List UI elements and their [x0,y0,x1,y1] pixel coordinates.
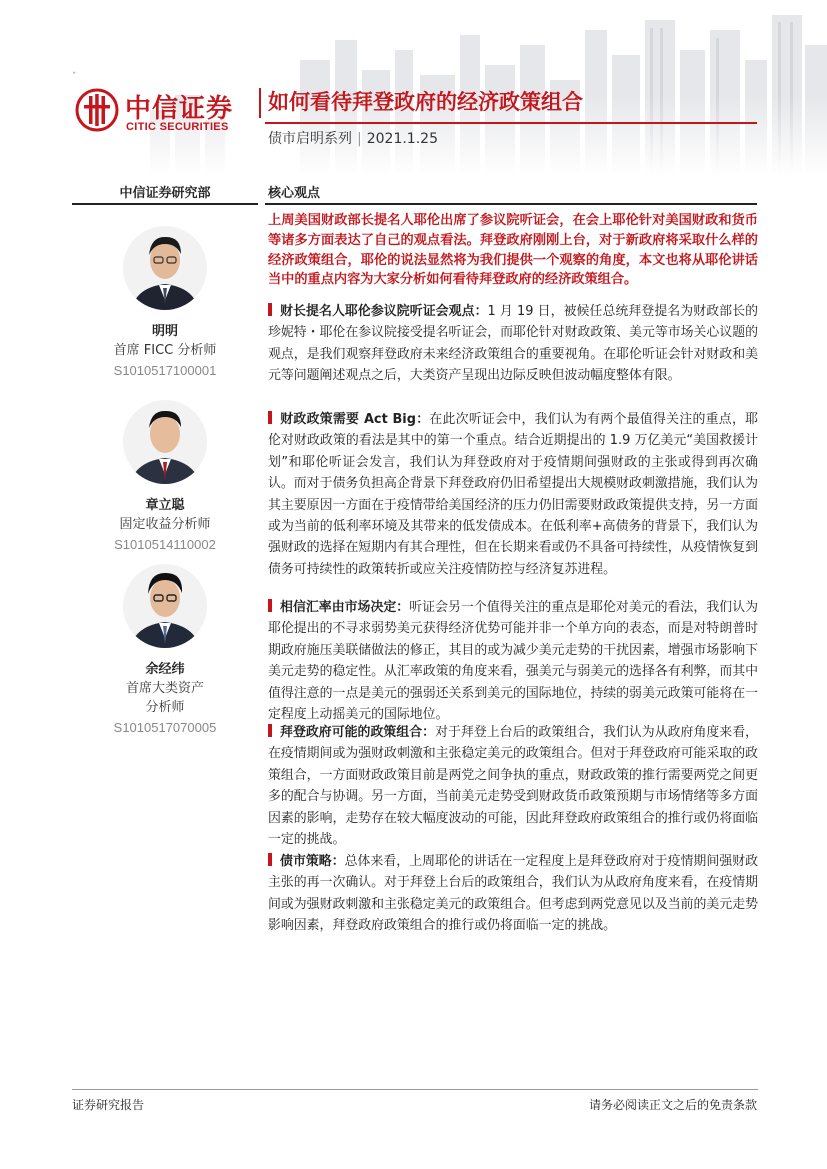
report-title: 如何看待拜登政府的经济政策组合 [268,90,583,114]
logo-chinese-name: 中信证券 [125,94,234,124]
bullet-marker [268,411,272,424]
analyst-role: 固定收益分析师 [119,517,211,532]
report-date: 2021.1.25 [366,131,438,147]
summary-paragraph: 上周美国财政部长提名人耶伦出席了参议院听证会，在会上耶伦针对美国财政和货币等诸多方面表达了自己的观点看法。拜登政府刚刚上台，对于新政府将采取什么样的经济政策组合，耶伦的说法显然将为我们提供一个观察的角度，本文也将从耶伦讲话当中的重点内容为大家分析如何看待拜登政府的经济政策组合。 [268,213,758,288]
key-point [268,301,758,387]
citic-logo [75,88,255,136]
analyst-name: 余经纬 [145,662,185,677]
title-rule [265,122,757,124]
analyst-license: S1010517100001 [113,363,217,378]
analyst-card [72,222,258,378]
analyst-card [72,560,258,735]
analyst-name: 明明 [151,324,178,339]
footer-report-type: 证券研究报告 [72,1098,145,1112]
analyst-license: S1010514110002 [114,537,216,552]
key-point-body: 在此次听证会中，我们认为有两个最值得关注的重点，耶伦对财政政策的看法是其中的第一个重点。结合近期提出的 1.9 万亿美元“美国救援计划”和耶伦听证会发言，我们认为拜登政府对于疫情期间强财政的主张或得到再次确认。而对于债务负担高企背景下拜登政府仍旧希望提出大规模财政刺激措施，我们认为其主要原因一方面在于疫情带给美国经济的压力仍旧需要财政政策提供支持，另一方面或为当前的低利率环境及其带来的低发债成本。在低利率+高债务的背景下，我们认为强财政的选择在短期内有其合理性，但在长期来看或仍不具备可持续性，从疫情恢复到债务可持续性的政策转折或应关注疫情防控与经济复苏进程。 [268,412,758,577]
bullet-marker [268,724,272,737]
report-subtitle [268,128,438,148]
key-point-lead: 债市策略： [280,854,345,869]
analyst-photo [123,560,207,652]
analyst-role [72,679,258,717]
key-point [268,409,758,580]
key-point-body: 对于拜登上台后的政策组合，我们认为从政府角度来看，在疫情期间或为强财政刺激和主张稳定美元的政策组合。但对于拜登政府可能采取的政策组合，一方面财政政策目前是两党之间争执的重点，财政政策的推行需要两党之间更多的配合与协调。另一方面，当前美元走势受到财政货币政策预期与市场情绪等多方面因素的影响，走势存在较大幅度波动的可能，因此拜登政府政策组合的推行或仍将面临一定的挑战。 [268,725,759,848]
key-point-lead: 相信汇率由市场决定： [280,600,410,615]
analyst-role: 首席 FICC 分析师 [113,343,217,358]
corner-mark: ˇ [72,72,77,82]
department-rule [72,203,258,205]
department-heading: 中信证券研究部 [119,186,211,201]
analyst-photo [123,396,207,488]
subtitle-separator: | [357,131,362,147]
footer-disclaimer-link[interactable]: 请务必阅读正文之后的免责条款 [588,1098,757,1112]
key-point-lead: 财长提名人耶伦参议院听证会观点： [280,304,488,319]
citic-emblem-icon [75,88,119,132]
analyst-photo [123,222,207,314]
analyst-name: 章立聪 [145,498,185,513]
bullet-marker [268,303,272,316]
analyst-card [72,396,258,552]
key-point [268,851,758,937]
title-divider [259,88,261,118]
analyst-license: S1010517070005 [113,720,217,735]
bullet-marker [268,853,272,866]
logo-english-name: CITIC SECURITIES [126,121,229,133]
key-point-body: 1 月 19 日，被候任总统拜登提名为财政部长的珍妮特・耶伦在参议院接受提名听证会，而耶伦针对财政政策、美元等市场关心议题的观点，是我们观察拜登政府未来经济政策组合的重要视角。在耶伦听证会针对财政和美元等问题阐述观点之后，大类资产呈现出边际反映但波动幅度整体有限。 [268,304,758,384]
bullet-marker [268,599,272,612]
key-point [268,722,758,850]
core-views-rule [265,203,757,205]
key-point [268,597,758,725]
analyst-role-line: 分析师 [145,700,185,715]
footer-rule [72,1089,758,1090]
analyst-role-line: 首席大类资产 [125,681,204,696]
key-point-body: 听证会另一个值得关注的重点是耶伦对美元的看法，我们认为耶伦提出的不寻求弱势美元获得经济优势可能并非一个单方向的表态，而是对特朗普时期政府施压美联储做法的修正，其目的或为减少美元走势的干扰因素，增强市场影响下美元走势的稳定性。从汇率政策的角度来看，强美元与弱美元的选择各有利弊，而其中值得注意的一点是美元的强弱还关系到美元的国际地位，持续的弱美元政策可能将在一定程度上动摇美元的国际地位。 [268,600,759,723]
key-point-lead: 财政政策需要 Act Big： [280,412,430,427]
key-point-lead: 拜登政府可能的政策组合： [280,725,436,740]
core-views-heading: 核心观点 [268,186,321,201]
key-point-body: 总体来看，上周耶伦的讲话在一定程度上是拜登政府对于疫情期间强财政主张的再一次确认。对于拜登上台后的政策组合，我们认为从政府角度来看，在疫情期间或为强财政刺激和主张稳定美元的政策组合。但考虑到两党意见以及当前的美元走势影响因素，拜登政府政策组合的推行或仍将面临一定的挑战。 [268,854,759,934]
series-name: 债市启明系列 [268,131,352,147]
